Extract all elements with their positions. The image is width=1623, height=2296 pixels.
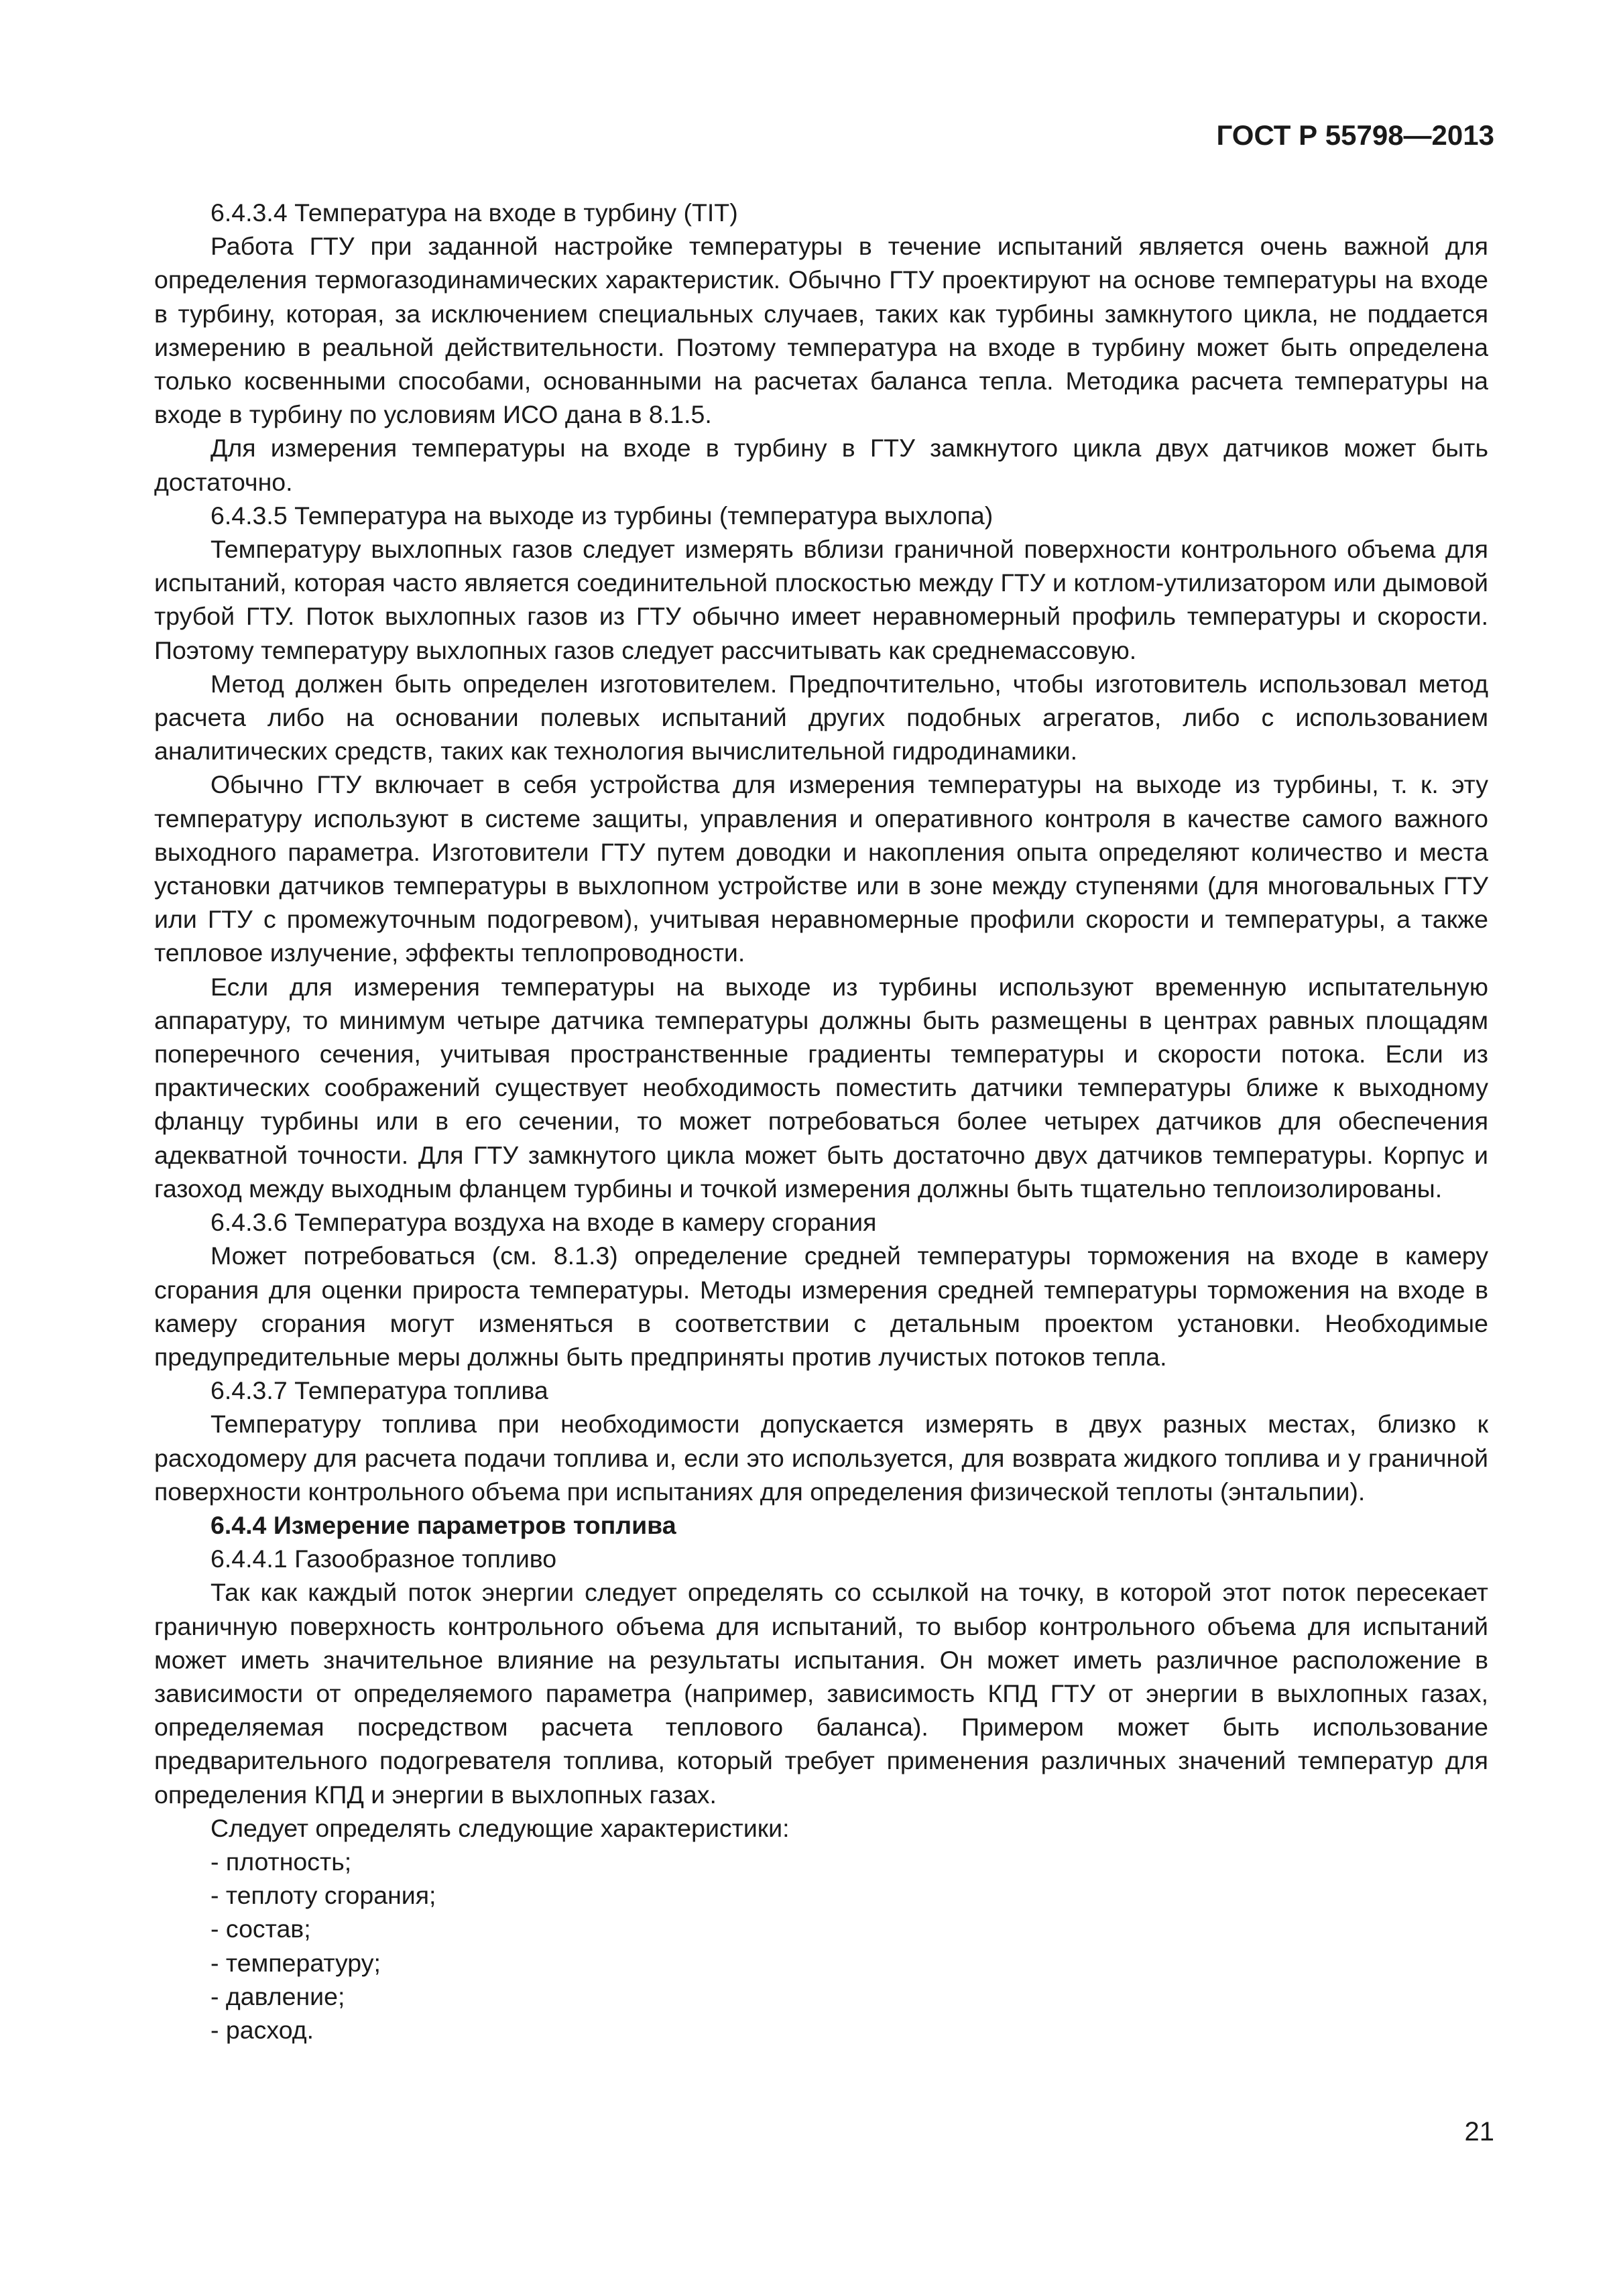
section-heading: 6.4.4 Измерение параметров топлива <box>211 1510 676 1539</box>
list-item: - плотность; <box>211 1847 352 1876</box>
list-item: - теплоту сгорания; <box>211 1881 436 1910</box>
paragraph: Температуру топлива при необходимости допускается измерять в двух разных местах, близко к расходомеру для расчета подачи топлива и, если это используется, для возврата жидкого топлива и у граничной поверхности контрольного объема при испытаниях для определения физической теплоты (энтальпии). <box>154 1410 1488 1506</box>
paragraph: Следует определять следующие характеристики: <box>211 1813 790 1842</box>
paragraph: 6.4.3.7 Температура топлива <box>211 1376 548 1405</box>
page-number: 21 <box>1464 2117 1494 2147</box>
paragraph: 6.4.3.4 Температура на входе в турбину (TIT) <box>211 198 738 227</box>
list-item: - температуру; <box>211 1948 381 1977</box>
list-item: - расход. <box>211 2015 314 2044</box>
paragraph: Для измерения температуры на входе в турбину в ГТУ замкнутого цикла двух датчиков может быть достаточно. <box>154 434 1488 496</box>
paragraph: Метод должен быть определен изготовителем. Предпочтительно, чтобы изготовитель использовал метод расчета либо на основании полевых испытаний других подобных агрегатов, либо с использованием аналитических средств, таких как технология вычислительной гидродинамики. <box>154 669 1488 766</box>
paragraph: Может потребоваться (см. 8.1.3) определение средней температуры торможения на входе в камеру сгорания для оценки прироста температуры. Методы измерения средней температуры торможения на входе в камеру сгорания могут изменяться в соответствии с детальным проектом установки. Необходимые предупредительные меры должны быть предприняты против лучистых потоков тепла. <box>154 1242 1488 1371</box>
paragraph: Обычно ГТУ включает в себя устройства для измерения температуры на выходе из турбины, т. к. эту температуру используют в системе защиты, управления и оперативного контроля в качестве самого важного выходного параметра. Изготовители ГТУ путем доводки и накопления опыта определяют количество и места установки датчиков температуры в выхлопном устройстве или в зоне между ступенями (для многовальных ГТУ или ГТУ с промежуточным подогревом), учитывая неравномерные профили скорости и температуры, а также тепловое излучение, эффекты теплопроводности. <box>154 770 1488 967</box>
paragraph: 6.4.3.6 Температура воздуха на входе в камеру сгорания <box>211 1208 877 1237</box>
document-header: ГОСТ Р 55798—2013 <box>1216 119 1494 151</box>
paragraph: 6.4.4.1 Газообразное топливо <box>211 1545 557 1573</box>
characteristics-list <box>154 1845 1488 2047</box>
paragraph: Если для измерения температуры на выходе из турбины используют временную испытательную аппаратуру, то минимум четыре датчика температуры должны быть размещены в центрах равных площадям поперечного сечения, учитывая пространственные градиенты температуры и скорости потока. Если из практических соображений существует необходимость поместить датчики температуры ближе к выходному фланцу турбины или в его сечении, то может потребоваться более четырех датчиков для обеспечения адекватной точности. Для ГТУ замкнутого цикла может быть достаточно двух датчиков температуры. Корпус и газоход между выходным фланцем турбины и точкой измерения должны быть тщательно теплоизолированы. <box>154 972 1488 1203</box>
paragraph: Температуру выхлопных газов следует измерять вблизи граничной поверхности контрольного объема для испытаний, которая часто является соединительной плоскостью между ГТУ и котлом-утилизатором или дымовой трубой ГТУ. Поток выхлопных газов из ГТУ обычно имеет неравномерный профиль температуры и скорости. Поэтому температуру выхлопных газов следует рассчитывать как среднемассовую. <box>154 535 1488 664</box>
document-body <box>154 196 1488 2047</box>
paragraph: Работа ГТУ при заданной настройке температуры в течение испытаний является очень важной для определения термогазодинамических характеристик. Обычно ГТУ проектируют на основе температуры на входе в турбину, которая, за исключением специальных случаев, таких как турбины замкнутого цикла, не поддается измерению в реальной действительности. Поэтому температура на входе в турбину может быть определена только косвенными способами, основанными на расчетах баланса тепла. Методика расчета температуры на входе в турбину по условиям ИСО дана в 8.1.5. <box>154 232 1488 429</box>
list-item: - состав; <box>211 1915 311 1943</box>
paragraph: 6.4.3.5 Температура на выходе из турбины (температура выхлопа) <box>211 501 994 530</box>
list-item: - давление; <box>211 1982 345 2010</box>
paragraph: Так как каждый поток энергии следует определять со ссылкой на точку, в которой этот поток пересекает граничную поверхность контрольного объема для испытаний, то выбор контрольного объема для испытаний может иметь значительное влияние на результаты испытания. Он может иметь различное расположение в зависимости от определяемого параметра (например, зависимость КПД ГТУ от энергии в выхлопных газах, определяемая посредством расчета теплового баланса). Примером может быть использование предварительного подогревателя топлива, который требует применения различных значений температур для определения КПД и энергии в выхлопных газах. <box>154 1578 1488 1809</box>
